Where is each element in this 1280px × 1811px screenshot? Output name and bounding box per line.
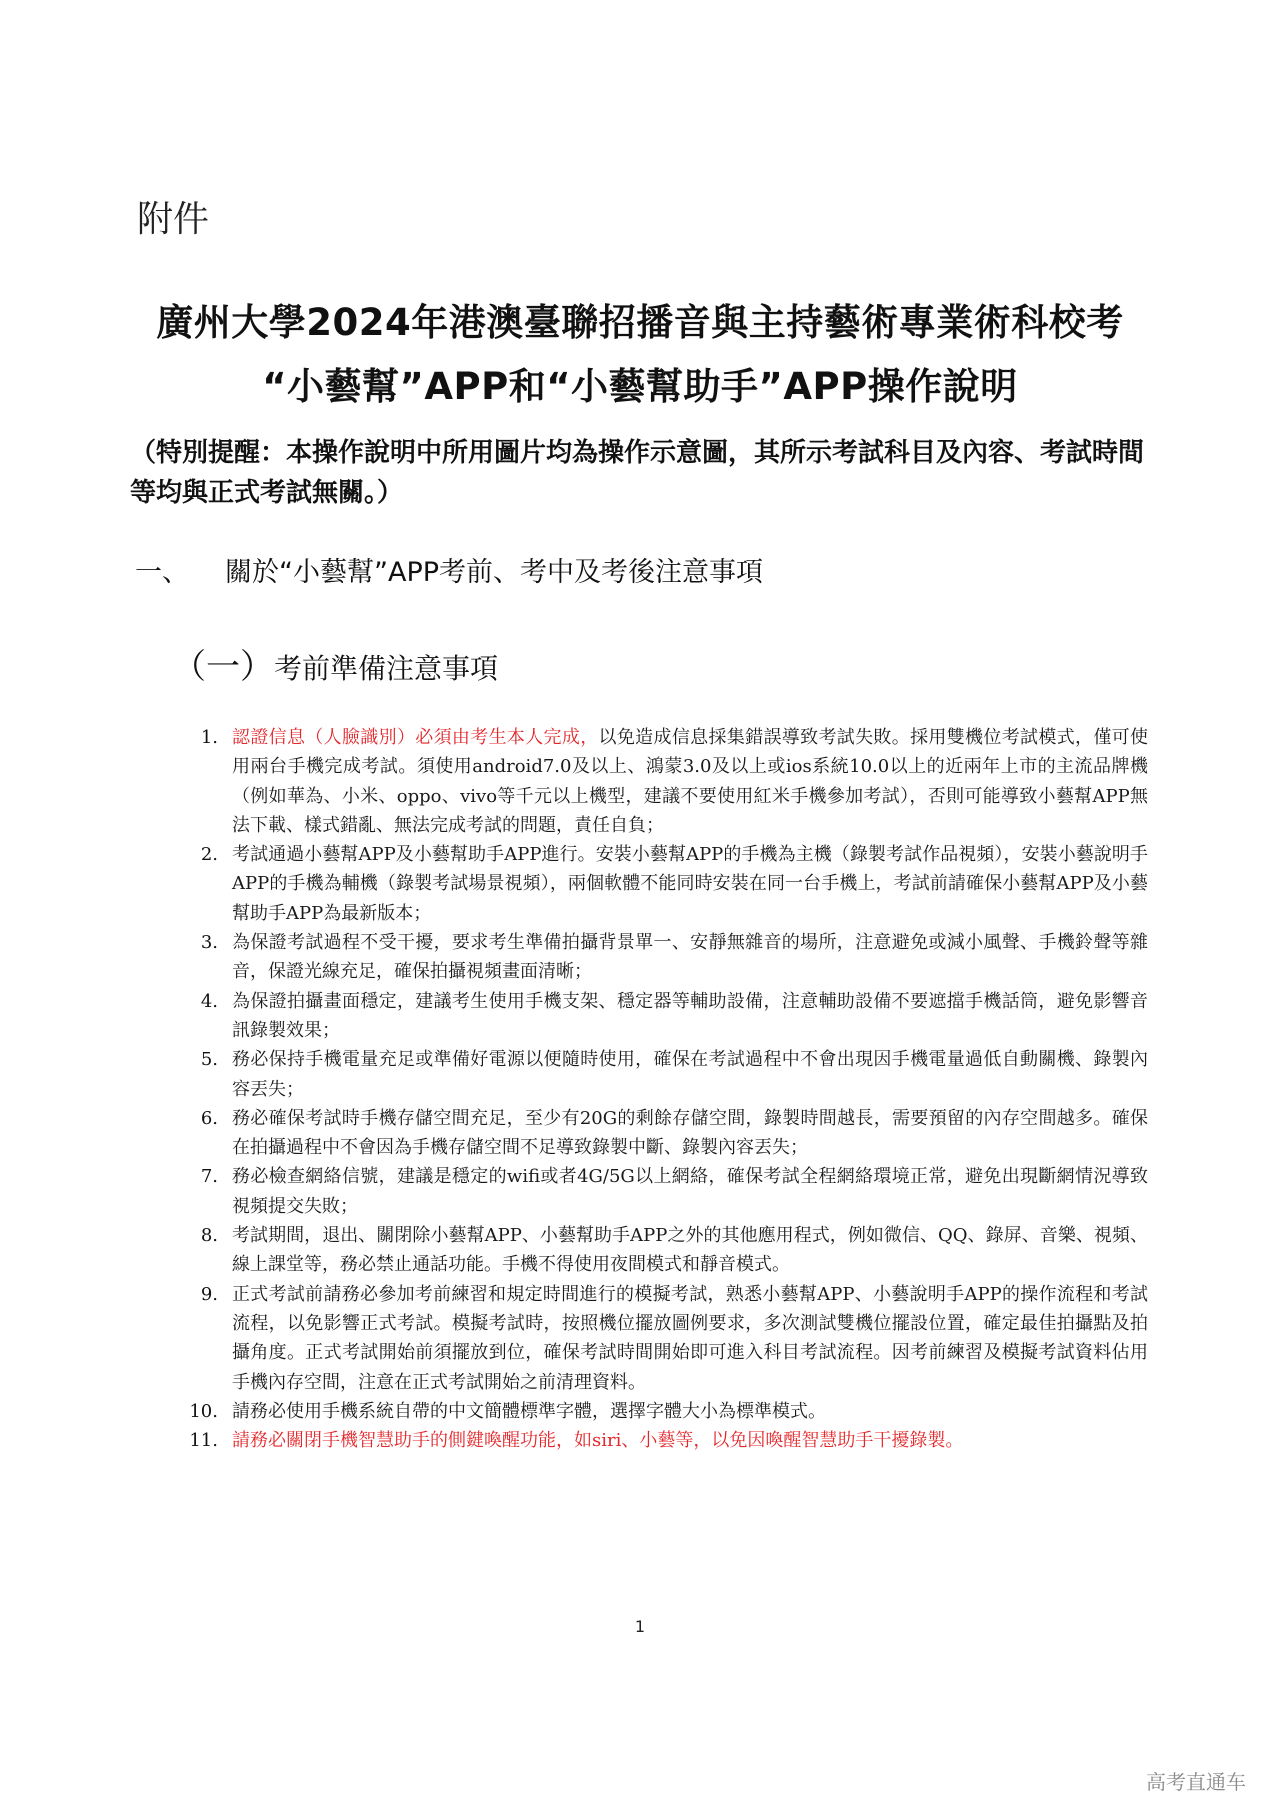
section-title: 關於“小藝幫”APP考前、考中及考後注意事項 [225,557,764,588]
list-item-number: 4. [200,990,218,1012]
list-item-body: 以免造成信息採集錯誤導致考試失敗。採用雙機位考試模式，僅可使用兩台手機完成考試。須使用android7.0及以上、鴻蒙3.0及以上或ios系統10.0以上的近兩年上市的主流品牌機（例如華為、小米、oppo、vivo等千元以上機型，建議不要使用紅米手機參加考試），否則可能導致小藝幫APP無法下載、樣式錯亂、無法完成考試的問題，責任自負； [232,727,1148,836]
list-item [178,1426,1148,1455]
list-item-text [232,1280,1148,1397]
list-item [178,987,1148,1046]
list-item-number: 3. [200,932,218,954]
watermark-text: 高考直通车 [1146,1770,1246,1794]
subsection-heading [172,645,498,691]
list-item [178,723,1148,840]
list-item [178,1397,1148,1426]
list-item [178,1280,1148,1397]
list-item [178,1221,1148,1280]
annex-label: 附件 [137,199,210,240]
list-item-body: 務必保持手機電量充足或準備好電源以便隨時使用，確保在考試過程中不會出現因手機電量過低自動關機、錄製內容丟失； [232,1049,1148,1100]
list-item [178,1104,1148,1163]
list-item [178,1045,1148,1104]
list-item-text [232,1221,1148,1280]
list-item-emphasis: 認證信息（人臉識別）必須由考生本人完成， [232,727,599,748]
section-heading [135,553,763,593]
list-item-text [232,840,1148,928]
list-item-body: 務必確保考試時手機存儲空間充足，至少有20G的剩餘存儲空間，錄製時間越長，需要預留的內存空間越多。確保在拍攝過程中不會因為手機存儲空間不足導致錄製中斷、錄製內容丟失； [232,1107,1148,1159]
list-item-text [232,723,1148,840]
list-item [178,840,1148,928]
list-item-number: 5. [200,1049,218,1071]
list-item-number: 1. [200,727,218,748]
list-item-number: 11. [189,1430,218,1452]
subsection-title: 考前準備注意事項 [274,652,499,685]
list-item-number: 7. [200,1166,218,1188]
list-item-text [232,1162,1148,1221]
list-item-text [232,1104,1148,1163]
list-item-text [232,987,1148,1046]
list-item-text [232,1397,1148,1426]
list-item-text [232,1426,1148,1455]
list-item-number: 2. [200,844,218,866]
list-item-number: 9. [200,1283,218,1305]
list-item-text [232,1045,1148,1104]
list-item-body: 考試通過小藝幫APP及小藝幫助手APP進行。安裝小藝幫APP的手機為主機（錄製考試作品視頻），安裝小藝說明手APP的手機為輔機（錄製考試場景視頻），兩個軟體不能同時安裝在同一台手機上，考試前請確保小藝幫APP及小藝幫助手APP為最新版本； [232,844,1148,924]
list-item-body: 正式考試前請務必參加考前練習和規定時間進行的模擬考試，熟悉小藝幫APP、小藝說明手APP的操作流程和考試流程，以免影響正式考試。模擬考試時，按照機位擺放圖例要求，多次測試雙機位擺設位置，確定最佳拍攝點及拍攝角度。正式考試開始前須擺放到位，確保考試時間開始即可進入科目考試流程。因考前練習及模擬考試資料佔用手機內存空間，注意在正式考試開始之前清理資料。 [232,1283,1148,1393]
notice-list [178,723,1148,1455]
page-number: 1 [634,1617,646,1636]
list-item-number: 6. [200,1107,218,1129]
list-item-body: 為保證拍攝畫面穩定，建議考生使用手機支架、穩定器等輔助設備，注意輔助設備不要遮擋手機話筒，避免影響音訊錄製效果； [232,990,1148,1041]
document-title-line-2: “小藝幫”APP和“小藝幫助手”APP操作說明 [262,365,1018,408]
special-reminder: （特別提醒：本操作說明中所用圖片均為操作示意圖，其所示考試科目及內容、考試時間等均與正式考試無關。） [130,438,1145,508]
list-item [178,928,1148,987]
list-item [178,1162,1148,1221]
list-item-number: 8. [200,1225,218,1247]
section-number: 一、 [135,557,189,588]
list-item-body: 請務必使用手機系統自帶的中文簡體標準字體，選擇字體大小為標準模式。 [232,1400,826,1422]
subsection-number: （一） [172,647,274,687]
list-item-number: 10. [189,1400,218,1422]
list-item-body: 務必檢查網絡信號，建議是穩定的wifi或者4G/5G以上網絡，確保考試全程網絡環境正常，避免出現斷網情況導致視頻提交失敗； [232,1166,1148,1217]
list-item-emphasis: 請務必關閉手機智慧助手的側鍵喚醒功能，如siri、小藝等，以免因喚醒智慧助手干擾錄製。 [232,1430,964,1452]
list-item-text [232,928,1148,987]
document-title-line-1: 廣州大學2024年港澳臺聯招播音與主持藝術專業術科校考 [156,301,1124,344]
list-item-body: 為保證考試過程不受干擾，要求考生準備拍攝背景單一、安靜無雜音的場所，注意避免或減小風聲、手機鈴聲等雜音，保證光線充足，確保拍攝視頻畫面清晰； [232,932,1148,983]
list-item-body: 考試期間，退出、關閉除小藝幫APP、小藝幫助手APP之外的其他應用程式，例如微信、QQ、錄屏、音樂、視頻、線上課堂等，務必禁止通話功能。手機不得使用夜間模式和靜音模式。 [232,1225,1148,1276]
